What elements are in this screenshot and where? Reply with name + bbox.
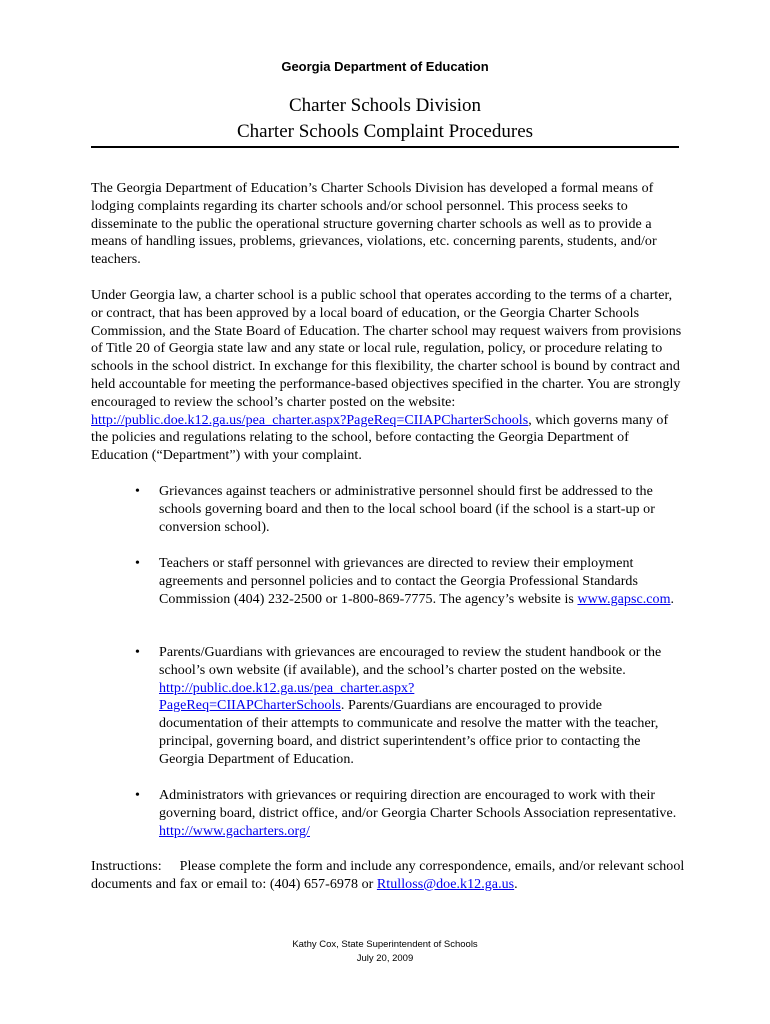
bullet-text-after: . — [670, 591, 675, 607]
bullet-text-before: Teachers or staff personnel with grievances are directed to review their employment agreements and personnel policies and to contact the Georgia Professional Standards Commission (404) 232-2500 or 1-800-869-7775. The agency’s website is — [159, 556, 638, 607]
bullet-text — [159, 787, 686, 840]
intro-text: The Georgia Department of Education’s Charter Schools Division has developed a formal means of lodging complaints regarding its charter schools and/or school personnel. This process seeks to disseminate to the public the operational structure governing charter schools as well as to provide a means of handling issues, problems, grievances, violations, etc. concerning parents, students, and/or teachers. — [91, 181, 657, 268]
instructions-text-after: . — [514, 876, 518, 892]
intro-paragraph — [91, 180, 686, 269]
email-link[interactable]: Rtulloss@doe.k12.ga.us — [376, 876, 515, 892]
title-division: Charter Schools Division — [288, 95, 482, 116]
document-title — [91, 93, 679, 148]
bullet-text — [159, 555, 686, 608]
bullet-text — [159, 483, 686, 536]
link-part-2: PageReq=CIIAPCharterSchools — [159, 698, 341, 714]
bullet-text-before: Administrators with grievances or requiring direction are encouraged to work with their governing board, district office, and/or Georgia Charter Schools Association representative. — [159, 788, 677, 821]
bullet-marker: • — [135, 788, 140, 803]
gapsc-link[interactable]: www.gapsc.com — [577, 591, 671, 607]
charter-link[interactable]: http://public.doe.k12.ga.us/pea_charter.aspx?PageReq=CIIAPCharterSchools — [91, 412, 529, 428]
law-text-before: Under Georgia law, a charter school is a public school that operates according to the terms of a charter, or contract, that has been approved by a local board of education, or the Georgia Charter Schools Commission, and the State Board of Education. The charter school may request waivers from provisions of Title 20 of Georgia state law and any state or local rule, regulation, policy, or procedure relating to schools in the school district. In exchange for this flexibility, the charter school is bound by contract and held accountable for meeting the performance-based objectives specified in the charter. You are strongly encouraged to review the school’s charter posted on the website: — [91, 288, 682, 410]
bullet-marker: • — [135, 484, 140, 499]
bullet-text-after: . Parents/Guardians are encouraged to provide documentation of their attempts to communicate and resolve the matter with the teacher, principal, governing board, and district superintendent’s office prior to contacting the Georgia Department of Education. — [159, 698, 659, 767]
law-paragraph — [91, 287, 686, 465]
footer-superintendent: Kathy Cox, State Superintendent of Schools — [292, 939, 478, 950]
footer-date: July 20, 2009 — [356, 953, 414, 964]
bullet-text-before: Parents/Guardians with grievances are encouraged to review the student handbook or the school’s own website (if available), and the school’s charter posted on the website. — [159, 645, 662, 678]
organization-name: Georgia Department of Education — [281, 59, 489, 74]
bullet-text-body: Grievances against teachers or administrative personnel should first be addressed to the schools governing board and then to the local school board (if the school is a start-up or conversion school). — [159, 484, 655, 535]
bullet-text — [159, 644, 686, 769]
gacharters-link[interactable]: http://www.gacharters.org/ — [159, 823, 310, 839]
title-procedures: Charter Schools Complaint Procedures — [236, 121, 534, 142]
law-text-after: , which governs many of the policies and regulations relating to the school, before contacting the Georgia Department of Education (“Department”) with your complaint. — [91, 412, 669, 464]
link-part-1: http://public.doe.k12.ga.us/pea_charter.aspx? — [159, 680, 415, 696]
instructions-label: Instructions: — [91, 859, 162, 874]
bullet-marker: • — [135, 645, 140, 660]
bullet-marker: • — [135, 556, 140, 571]
footer — [0, 938, 770, 966]
instructions-text-before: Please complete the form and include any correspondence, emails, and/or relevant school documents and fax or email to: (404) 657-6978 or — [91, 859, 685, 892]
instructions-paragraph — [91, 858, 686, 894]
